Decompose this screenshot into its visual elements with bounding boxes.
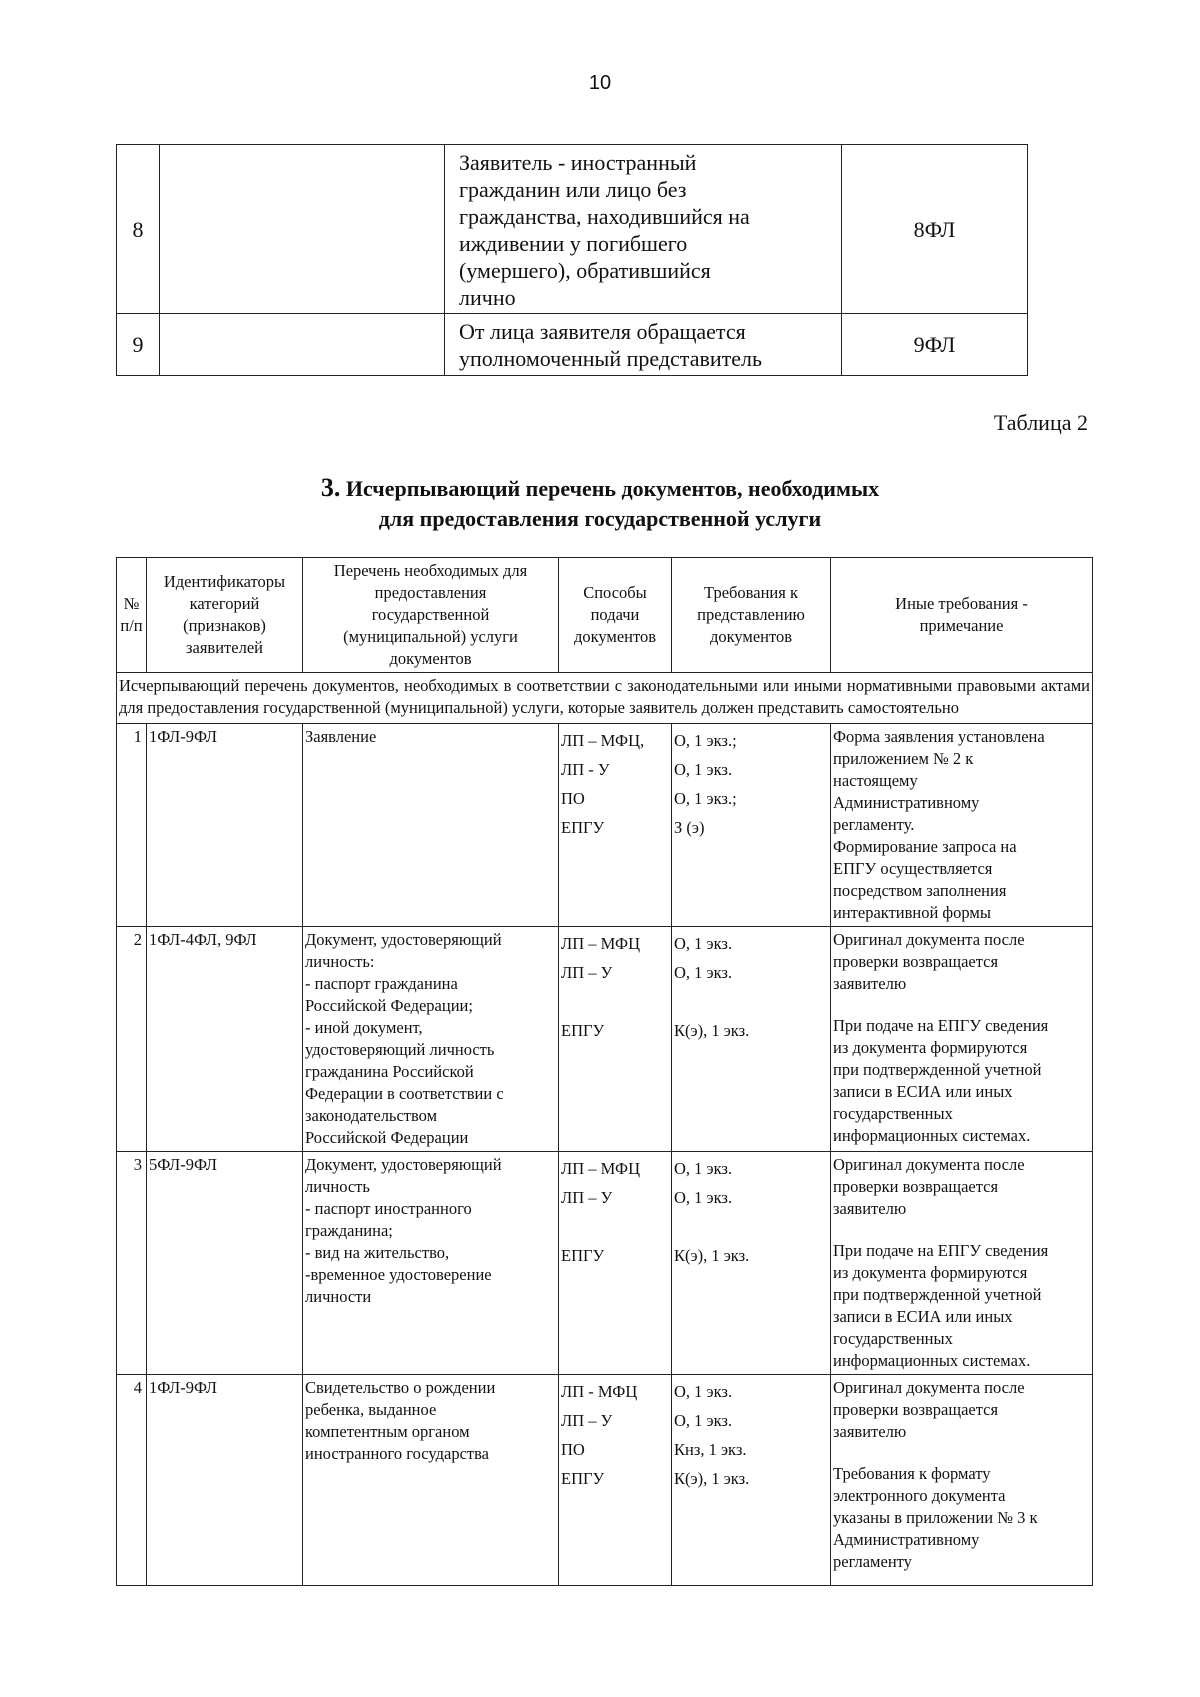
category-code: 9ФЛ	[842, 314, 1028, 376]
category-description: Заявитель - иностранный гражданин или лицо без гражданства, находившийся на иждивении у погибшего (умершего), обратившийся лично	[445, 145, 842, 314]
row-methods: ЛП – МФЦ ЛП – У ЕПГУ	[559, 927, 672, 1152]
row-requirements: О, 1 экз.; О, 1 экз. О, 1 экз.; З (э)	[672, 724, 831, 927]
empty-cell	[160, 145, 445, 314]
row-number: 3	[117, 1152, 147, 1375]
category-description: От лица заявителя обращается уполномоченный представитель	[445, 314, 842, 376]
row-identifiers: 1ФЛ-9ФЛ	[147, 1375, 303, 1586]
section-title-line2: для предоставления государственной услуги	[378, 506, 822, 531]
table-row	[117, 145, 1028, 314]
table-label: Таблица 2	[993, 410, 1088, 435]
row-requirements: О, 1 экз. О, 1 экз. К(э), 1 экз.	[672, 1152, 831, 1375]
table-row	[117, 314, 1028, 376]
span-row	[117, 673, 1093, 724]
row-documents: Документ, удостоверяющий личность - паспорт иностранного гражданина; - вид на жительство, -временное удостоверение личности	[303, 1152, 559, 1375]
row-number: 4	[117, 1375, 147, 1586]
table-row	[117, 724, 1093, 927]
header-identifiers: Идентификаторы категорий (признаков) заявителей	[147, 558, 303, 673]
page-number: 10	[588, 72, 612, 94]
row-documents: Заявление	[303, 724, 559, 927]
table-row	[117, 1152, 1093, 1375]
row-notes: Оригинал документа после проверки возвращается заявителю Требования к формату электронного документа указаны в приложении № 3 к Административному регламенту	[831, 1375, 1093, 1586]
row-documents: Свидетельство о рождении ребенка, выданное компетентным органом иностранного государства	[303, 1375, 559, 1586]
row-identifiers: 1ФЛ-4ФЛ, 9ФЛ	[147, 927, 303, 1152]
row-notes: Оригинал документа после проверки возвращается заявителю При подаче на ЕПГУ сведения из документа формируются при подтвержденной учетной записи в ЕСИА или иных государственных информационных системах.	[831, 927, 1093, 1152]
header-requirements: Требования к представлению документов	[672, 558, 831, 673]
category-code: 8ФЛ	[842, 145, 1028, 314]
row-methods: ЛП – МФЦ ЛП – У ЕПГУ	[559, 1152, 672, 1375]
row-documents: Документ, удостоверяющий личность: - паспорт гражданина Российской Федерации; - иной документ, удостоверяющий личность гражданина Российской Федерации в соответствии с законодательством Российской Федерации	[303, 927, 559, 1152]
section-title	[0, 473, 1200, 534]
row-methods: ЛП – МФЦ, ЛП - У ПО ЕПГУ	[559, 724, 672, 927]
row-requirements: О, 1 экз. О, 1 экз. Кнз, 1 экз. К(э), 1 экз.	[672, 1375, 831, 1586]
row-methods: ЛП - МФЦ ЛП – У ПО ЕПГУ	[559, 1375, 672, 1586]
documents-table	[116, 557, 1093, 1586]
header-documents: Перечень необходимых для предоставления государственной (муниципальной) услуги документов	[303, 558, 559, 673]
row-notes: Оригинал документа после проверки возвращается заявителю При подаче на ЕПГУ сведения из документа формируются при подтвержденной учетной записи в ЕСИА или иных государственных информационных системах.	[831, 1152, 1093, 1375]
section-title-line1: Исчерпывающий перечень документов, необходимых	[345, 476, 880, 501]
row-number: 2	[117, 927, 147, 1152]
row-number: 1	[117, 724, 147, 927]
table-row	[117, 927, 1093, 1152]
row-identifiers: 5ФЛ-9ФЛ	[147, 1152, 303, 1375]
empty-cell	[160, 314, 445, 376]
row-requirements: О, 1 экз. О, 1 экз. К(э), 1 экз.	[672, 927, 831, 1152]
header-notes: Иные требования - примечание	[831, 558, 1093, 673]
row-notes: Форма заявления установлена приложением № 2 к настоящему Административному регламенту. Формирование запроса на ЕПГУ осуществляется посредством заполнения интерактивной формы	[831, 724, 1093, 927]
header-methods: Способы подачи документов	[559, 558, 672, 673]
row-identifiers: 1ФЛ-9ФЛ	[147, 724, 303, 927]
header-num: № п/п	[117, 558, 147, 673]
table-row	[117, 1375, 1093, 1586]
table-header-row	[117, 558, 1093, 673]
section-number: 3.	[320, 473, 341, 502]
row-number: 8	[117, 145, 160, 314]
row-number: 9	[117, 314, 160, 376]
applicant-categories-table	[116, 144, 1028, 376]
span-row-text: Исчерпывающий перечень документов, необходимых в соответствии с законодательными или иными нормативными правовыми актами для предоставления государственной (муниципальной) услуги, которые заявитель должен представить самостоятельно	[117, 673, 1093, 724]
